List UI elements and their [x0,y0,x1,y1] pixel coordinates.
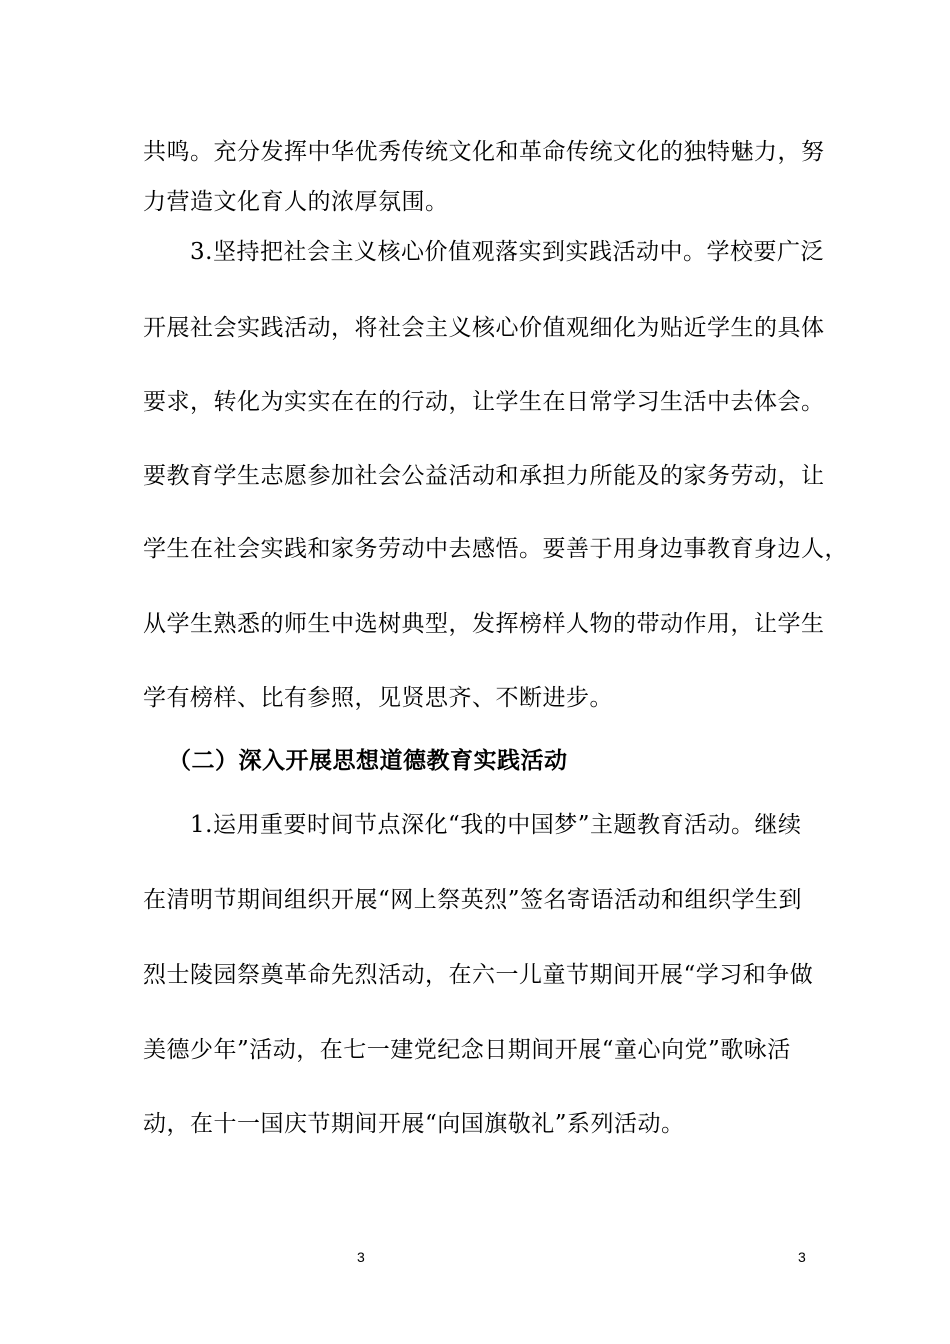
page-number-center: 3 [357,1249,365,1265]
paragraph-line: 开展社会实践活动，将社会主义核心价值观细化为贴近学生的具体 [143,315,825,341]
paragraph-line: 要教育学生志愿参加社会公益活动和承担力所能及的家务劳动，让 [143,463,825,489]
paragraph-line: 学生在社会实践和家务劳动中去感悟。要善于用身边事教育身边人， [143,536,848,562]
paragraph-line: 动，在十一国庆节期间开展“向国旗敬礼”系列活动。 [143,1111,685,1137]
paragraph-line: 美德少年”活动，在七一建党纪念日期间开展“童心向党”歌咏活 [143,1037,791,1063]
paragraph-line: 3.坚持把社会主义核心价值观落实到实践活动中。学校要广泛 [190,239,824,265]
paragraph-line: 在清明节期间组织开展“网上祭英烈”签名寄语活动和组织学生到 [143,887,803,913]
paragraph-line: 烈士陵园祭奠革命先烈活动，在六一儿童节期间开展“学习和争做 [143,962,814,988]
paragraph-line: 1.运用重要时间节点深化“我的中国梦”主题教育活动。继续 [190,812,802,838]
paragraph-line: 共鸣。充分发挥中华优秀传统文化和革命传统文化的独特魅力，努 [143,139,825,165]
paragraph-line: 从学生熟悉的师生中选树典型，发挥榜样人物的带动作用，让学生 [143,611,825,637]
section-heading: （二）深入开展思想道德教育实践活动 [168,748,568,774]
paragraph-line: 力营造文化育人的浓厚氛围。 [143,189,449,215]
paragraph-line: 学有榜样、比有参照，见贤思齐、不断进步。 [143,685,613,711]
page-number-right: 3 [798,1249,806,1265]
paragraph-line: 要求，转化为实实在在的行动，让学生在日常学习生活中去体会。 [143,389,825,415]
